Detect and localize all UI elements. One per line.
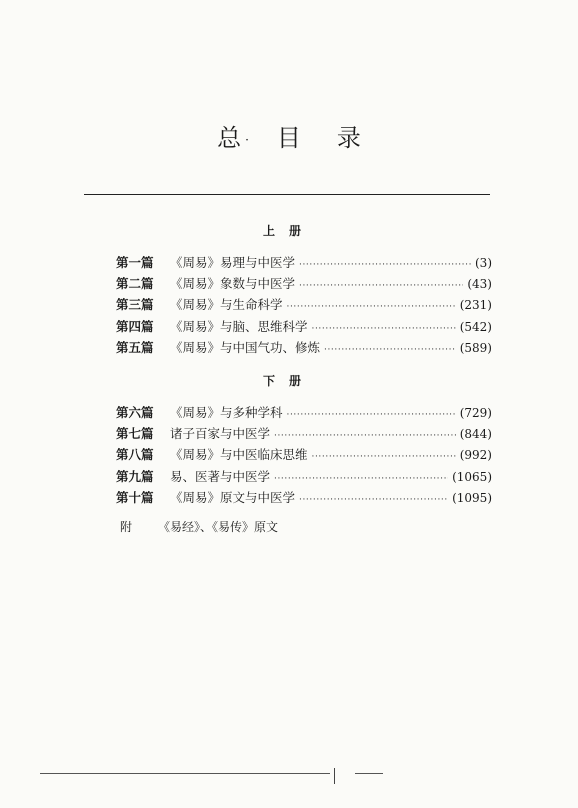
footer-rule-right (355, 773, 383, 774)
entry-page: (589) (459, 340, 492, 355)
entry-part: 第九篇 (116, 468, 154, 484)
volume-heading-1: 上册 (262, 224, 315, 238)
dot-leader (274, 475, 448, 484)
dot-leader (287, 411, 456, 420)
toc-entry[interactable] (116, 295, 492, 316)
dot-leader (299, 496, 448, 505)
entry-title: 诸子百家与中医学 (170, 426, 271, 442)
entry-part: 第六篇 (116, 405, 154, 420)
entry-title: 《周易》与中医临床思维 (170, 447, 308, 463)
entry-page: (3) (475, 256, 492, 270)
dot-leader (312, 325, 456, 334)
entry-page: (1095) (452, 490, 492, 505)
entry-title: 《周易》易理与中医学 (170, 255, 296, 270)
appendix-label: 附 (120, 520, 133, 534)
dot-leader (299, 282, 463, 291)
toc-entry[interactable] (116, 424, 492, 445)
entry-page: (729) (459, 406, 492, 420)
dot-leader (324, 346, 456, 355)
entry-page: (992) (459, 448, 492, 463)
toc-entry[interactable] (116, 467, 492, 488)
entry-page: (231) (459, 298, 492, 313)
toc-entry[interactable] (116, 403, 492, 424)
entry-title: 《周易》与中国气功、修炼 (170, 339, 321, 355)
appendix-entry[interactable] (120, 518, 278, 535)
title-rule (84, 194, 490, 195)
entry-title: 《周易》原文与中医学 (170, 489, 296, 505)
entry-part: 第八篇 (116, 447, 154, 463)
entry-page: (43) (467, 277, 492, 292)
entry-part: 第二篇 (116, 276, 154, 292)
title-char-3: 录 (336, 124, 361, 152)
toc-entry[interactable] (116, 274, 492, 295)
entry-part: 第五篇 (116, 339, 154, 355)
volume-heading-2: 下册 (262, 374, 315, 388)
entry-title: 《周易》与脑、思维科学 (170, 318, 308, 334)
toc-entry[interactable] (116, 338, 492, 359)
title-dot: · (245, 132, 249, 147)
toc-entry[interactable] (116, 253, 492, 274)
entry-part: 第一篇 (116, 255, 154, 270)
entry-page: (1065) (452, 469, 492, 484)
title-char-2: 目 (276, 124, 301, 152)
toc-list-volume-2 (116, 403, 492, 509)
toc-list-volume-1 (116, 253, 492, 359)
toc-entry[interactable] (116, 445, 492, 466)
dot-leader (274, 432, 456, 441)
entry-page: (542) (459, 319, 492, 334)
entry-title: 《周易》与多种学科 (170, 405, 283, 420)
title-char-1: 总 (217, 124, 242, 152)
footer-rule-left (40, 773, 330, 774)
entry-part: 第十篇 (116, 489, 154, 505)
appendix-title: 《易经》、《易传》原文 (158, 520, 279, 534)
entry-part: 第四篇 (116, 318, 154, 334)
entry-title: 《周易》与生命科学 (170, 297, 283, 313)
toc-entry[interactable] (116, 488, 492, 509)
dot-leader (312, 453, 456, 462)
entry-part: 第七篇 (116, 426, 154, 442)
footer-page-mark (334, 768, 335, 784)
entry-page: (844) (459, 427, 492, 442)
toc-entry[interactable] (116, 317, 492, 338)
entry-title: 易、医著与中医学 (170, 468, 271, 484)
entry-title: 《周易》象数与中医学 (170, 276, 296, 292)
entry-part: 第三篇 (116, 297, 154, 313)
dot-leader (287, 303, 456, 312)
dot-leader (299, 261, 471, 270)
page-title (0, 118, 578, 153)
